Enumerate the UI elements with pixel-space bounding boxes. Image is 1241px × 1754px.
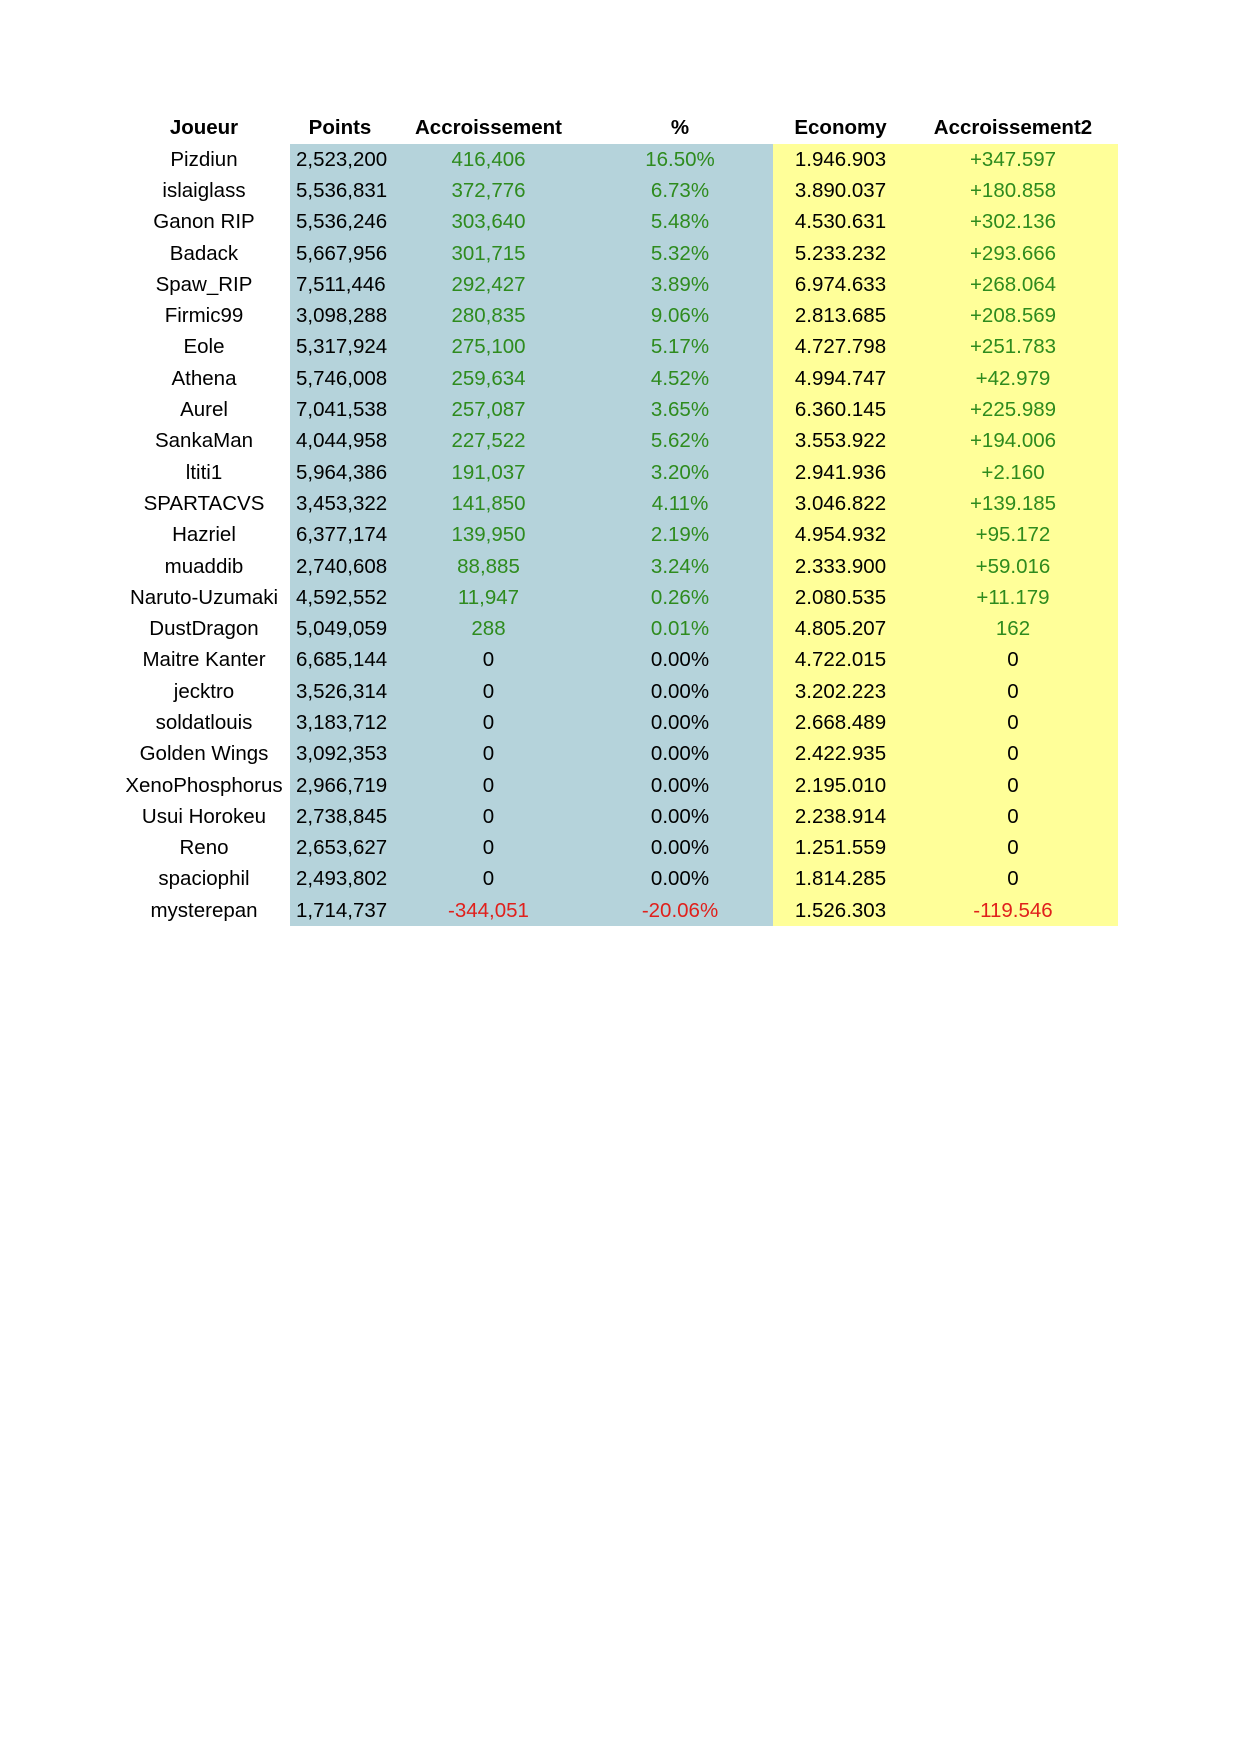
cell-points: 4,044,958 [290, 426, 390, 457]
cell-percent: 0.00% [587, 645, 773, 676]
cell-accroissement: 303,640 [390, 207, 587, 238]
cell-points: 6,377,174 [290, 520, 390, 551]
cell-accroissement2: 0 [908, 676, 1118, 707]
cell-economy: 2.941.936 [773, 457, 908, 488]
cell-economy: 3.553.922 [773, 426, 908, 457]
table-row [118, 426, 1118, 457]
header-percent: % [670, 116, 690, 139]
cell-joueur: Badack [169, 241, 239, 265]
cell-points: 5,317,924 [290, 332, 390, 363]
cell-accroissement: 292,427 [390, 269, 587, 300]
cell-accroissement: 0 [390, 676, 587, 707]
cell-joueur: spaciophil [158, 867, 250, 891]
cell-joueur: muaddib [164, 554, 244, 578]
cell-accroissement2: +347.597 [908, 144, 1118, 175]
cell-joueur: DustDragon [149, 617, 259, 641]
cell-percent: 0.00% [587, 739, 773, 770]
cell-points: 7,041,538 [290, 394, 390, 425]
cell-percent: -20.06% [587, 895, 773, 926]
cell-joueur: Ganon RIP [153, 210, 255, 234]
cell-joueur: SPARTACVS [143, 491, 265, 515]
cell-accroissement: 301,715 [390, 238, 587, 269]
cell-accroissement2: +293.666 [908, 238, 1118, 269]
cell-economy: 5.233.232 [773, 238, 908, 269]
cell-points: 5,746,008 [290, 363, 390, 394]
cell-accroissement: -344,051 [390, 895, 587, 926]
table-header [118, 112, 1118, 144]
table-row [118, 175, 1118, 206]
cell-joueur: ltiti1 [185, 460, 223, 484]
cell-percent: 0.00% [587, 676, 773, 707]
cell-points: 7,511,446 [290, 269, 390, 300]
cell-joueur: Pizdiun [170, 147, 238, 171]
cell-joueur: Maitre Kanter [142, 648, 266, 672]
cell-accroissement: 227,522 [390, 426, 587, 457]
table-row [118, 676, 1118, 707]
cell-economy: 4.994.747 [773, 363, 908, 394]
cell-joueur: Aurel [180, 398, 228, 422]
cell-economy: 3.890.037 [773, 175, 908, 206]
cell-points: 2,740,608 [290, 551, 390, 582]
cell-accroissement: 141,850 [390, 488, 587, 519]
cell-percent: 0.00% [587, 770, 773, 801]
cell-accroissement: 288 [390, 613, 587, 644]
cell-points: 3,183,712 [290, 707, 390, 738]
cell-accroissement2: +180.858 [908, 175, 1118, 206]
cell-joueur: Naruto-Uzumaki [129, 585, 279, 609]
cell-accroissement: 372,776 [390, 175, 587, 206]
cell-accroissement: 416,406 [390, 144, 587, 175]
cell-percent: 3.20% [587, 457, 773, 488]
cell-points: 5,536,831 [290, 175, 390, 206]
cell-joueur: mysterepan [150, 898, 258, 922]
cell-points: 5,049,059 [290, 613, 390, 644]
cell-accroissement2: +208.569 [908, 300, 1118, 331]
cell-percent: 5.62% [587, 426, 773, 457]
cell-accroissement2: +95.172 [908, 520, 1118, 551]
cell-percent: 0.00% [587, 833, 773, 864]
cell-accroissement2: +194.006 [908, 426, 1118, 457]
table-row [118, 520, 1118, 551]
cell-joueur: Reno [179, 836, 229, 860]
cell-accroissement2: 0 [908, 833, 1118, 864]
cell-accroissement2: +59.016 [908, 551, 1118, 582]
cell-percent: 6.73% [587, 175, 773, 206]
cell-economy: 4.727.798 [773, 332, 908, 363]
cell-economy: 4.722.015 [773, 645, 908, 676]
cell-percent: 0.00% [587, 801, 773, 832]
cell-accroissement2: +251.783 [908, 332, 1118, 363]
cell-accroissement: 88,885 [390, 551, 587, 582]
table-row [118, 707, 1118, 738]
cell-accroissement2: +302.136 [908, 207, 1118, 238]
cell-economy: 4.530.631 [773, 207, 908, 238]
cell-economy: 1.251.559 [773, 833, 908, 864]
header-joueur: Joueur [169, 116, 239, 139]
cell-accroissement2: 0 [908, 770, 1118, 801]
table-row [118, 332, 1118, 363]
table-row [118, 363, 1118, 394]
cell-percent: 5.48% [587, 207, 773, 238]
cell-percent: 0.26% [587, 582, 773, 613]
cell-accroissement: 0 [390, 707, 587, 738]
table-row [118, 645, 1118, 676]
table-row [118, 488, 1118, 519]
cell-accroissement: 275,100 [390, 332, 587, 363]
table-body [118, 144, 1118, 926]
table-row [118, 739, 1118, 770]
cell-accroissement: 257,087 [390, 394, 587, 425]
ranking-table [118, 112, 1118, 926]
table-row [118, 551, 1118, 582]
cell-joueur: Spaw_RIP [155, 272, 253, 296]
cell-economy: 1.526.303 [773, 895, 908, 926]
cell-economy: 3.046.822 [773, 488, 908, 519]
cell-accroissement2: +139.185 [908, 488, 1118, 519]
cell-percent: 3.89% [587, 269, 773, 300]
cell-accroissement: 0 [390, 770, 587, 801]
cell-accroissement2: 0 [908, 739, 1118, 770]
cell-joueur: Athena [171, 366, 237, 390]
table-row [118, 613, 1118, 644]
cell-accroissement: 0 [390, 645, 587, 676]
cell-points: 5,667,956 [290, 238, 390, 269]
cell-joueur: SankaMan [154, 429, 253, 453]
cell-points: 2,738,845 [290, 801, 390, 832]
header-economy: Economy [794, 116, 887, 139]
cell-accroissement2: +2.160 [908, 457, 1118, 488]
cell-percent: 4.52% [587, 363, 773, 394]
cell-accroissement: 280,835 [390, 300, 587, 331]
cell-joueur: Usui Horokeu [141, 804, 267, 828]
cell-points: 3,098,288 [290, 300, 390, 331]
cell-points: 6,685,144 [290, 645, 390, 676]
table-row [118, 895, 1118, 926]
cell-percent: 0.00% [587, 707, 773, 738]
cell-economy: 4.954.932 [773, 520, 908, 551]
cell-percent: 3.24% [587, 551, 773, 582]
cell-economy: 3.202.223 [773, 676, 908, 707]
cell-accroissement2: +42.979 [908, 363, 1118, 394]
cell-economy: 1.946.903 [773, 144, 908, 175]
cell-accroissement: 11,947 [390, 582, 587, 613]
table-row [118, 144, 1118, 175]
header-accroissement2: Accroissement2 [933, 116, 1093, 139]
spreadsheet-page [118, 112, 1118, 926]
cell-economy: 2.668.489 [773, 707, 908, 738]
cell-economy: 2.333.900 [773, 551, 908, 582]
table-row [118, 457, 1118, 488]
header-row [118, 112, 1118, 144]
cell-accroissement: 259,634 [390, 363, 587, 394]
cell-accroissement2: +268.064 [908, 269, 1118, 300]
cell-percent: 0.01% [587, 613, 773, 644]
header-accroissement: Accroissement [415, 116, 562, 139]
cell-percent: 0.00% [587, 864, 773, 895]
cell-points: 3,526,314 [290, 676, 390, 707]
cell-accroissement2: 0 [908, 645, 1118, 676]
cell-economy: 2.422.935 [773, 739, 908, 770]
cell-points: 2,493,802 [290, 864, 390, 895]
cell-percent: 9.06% [587, 300, 773, 331]
cell-accroissement2: 0 [908, 864, 1118, 895]
cell-points: 4,592,552 [290, 582, 390, 613]
cell-economy: 2.195.010 [773, 770, 908, 801]
cell-economy: 2.080.535 [773, 582, 908, 613]
cell-joueur: XenoPhosphorus [125, 773, 283, 797]
table-row [118, 300, 1118, 331]
cell-accroissement: 0 [390, 739, 587, 770]
cell-percent: 16.50% [587, 144, 773, 175]
cell-accroissement2: +11.179 [908, 582, 1118, 613]
table-row [118, 394, 1118, 425]
cell-accroissement2: -119.546 [908, 895, 1118, 926]
cell-economy: 1.814.285 [773, 864, 908, 895]
cell-accroissement: 191,037 [390, 457, 587, 488]
cell-accroissement2: +225.989 [908, 394, 1118, 425]
cell-percent: 4.11% [587, 488, 773, 519]
cell-economy: 6.974.633 [773, 269, 908, 300]
cell-accroissement2: 162 [908, 613, 1118, 644]
cell-economy: 4.805.207 [773, 613, 908, 644]
cell-points: 2,966,719 [290, 770, 390, 801]
table-row [118, 770, 1118, 801]
table-row [118, 269, 1118, 300]
table-row [118, 207, 1118, 238]
cell-accroissement: 0 [390, 833, 587, 864]
cell-economy: 2.813.685 [773, 300, 908, 331]
cell-joueur: Golden Wings [139, 742, 269, 766]
cell-joueur: jecktro [173, 679, 235, 703]
table-row [118, 238, 1118, 269]
cell-economy: 2.238.914 [773, 801, 908, 832]
cell-accroissement: 0 [390, 801, 587, 832]
cell-joueur: Eole [183, 335, 225, 359]
table-row [118, 582, 1118, 613]
cell-points: 5,964,386 [290, 457, 390, 488]
cell-points: 5,536,246 [290, 207, 390, 238]
table-row [118, 801, 1118, 832]
cell-points: 3,453,322 [290, 488, 390, 519]
cell-accroissement: 0 [390, 864, 587, 895]
cell-points: 2,653,627 [290, 833, 390, 864]
table-row [118, 833, 1118, 864]
cell-points: 3,092,353 [290, 739, 390, 770]
cell-points: 2,523,200 [290, 144, 390, 175]
cell-accroissement: 139,950 [390, 520, 587, 551]
cell-accroissement2: 0 [908, 707, 1118, 738]
cell-percent: 3.65% [587, 394, 773, 425]
cell-economy: 6.360.145 [773, 394, 908, 425]
table-row [118, 864, 1118, 895]
cell-joueur: islaiglass [162, 178, 246, 202]
cell-accroissement2: 0 [908, 801, 1118, 832]
cell-joueur: soldatlouis [155, 710, 253, 734]
cell-points: 1,714,737 [290, 895, 390, 926]
cell-joueur: Hazriel [172, 523, 236, 547]
cell-joueur: Firmic99 [164, 304, 244, 328]
cell-percent: 2.19% [587, 520, 773, 551]
cell-percent: 5.17% [587, 332, 773, 363]
header-points: Points [308, 116, 372, 139]
cell-percent: 5.32% [587, 238, 773, 269]
